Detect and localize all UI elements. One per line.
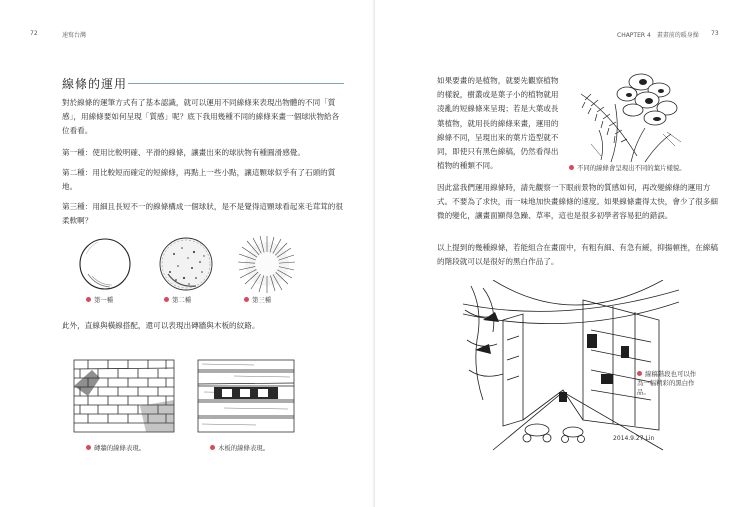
smooth-ball-sketch (76, 236, 136, 294)
street-caption: 線稿階段也可以作為一幅精彩的黑白作品。 (637, 370, 697, 396)
type3-paragraph: 第三種：用細且長短不一的線條構成一個球狀，是不是覺得這顆球看起來毛茸茸的很柔軟啊？ (62, 202, 343, 226)
bullet-dot-icon (244, 297, 249, 302)
intro-paragraph: 對於線條的運筆方式有了基本認識，就可以運用不同線條來表現出物體的不同「質感」，用線條要如何呈現「質感」呢？底下我用幾種不同的線條來畫一個球狀物給各位看看。 (62, 98, 340, 136)
type2-paragraph: 第二種：用比較短而確定的短線條，再點上一些小點，讓這顆球似乎有了石頭的質地。 (62, 168, 336, 192)
bullet-dot-icon (637, 371, 642, 376)
bullet-dot-icon (210, 445, 215, 450)
page-number-right: 73 (711, 30, 719, 37)
plant-paragraph: 如果要畫的是植物，就要先觀察植物的樣貌，樹叢或是葉子小的植物就用凌亂的短線條來呈現；若是大葉或長葉植物，就用長的線條來畫，運用的線條不同，呈現出來的葉片造型就不同，即使只有黑色線稿，仍然看得出植物的種類不同。 (437, 76, 559, 171)
title-underline (128, 83, 344, 84)
plant-sketch (571, 64, 687, 166)
ball-label-1: 第一種 (86, 296, 113, 305)
right-page (375, 0, 750, 507)
ball-label-3: 第三種 (244, 296, 271, 305)
furry-ball-sketch (234, 232, 300, 296)
wood-caption: 木板的線條表現。 (210, 444, 269, 453)
ball-label-2: 第二種 (164, 296, 191, 305)
wall-paragraph: 此外，直線與橫線搭配，還可以表現出磚牆與木板的紋路。 (62, 321, 260, 330)
section-title: 線條的運用 (62, 77, 128, 91)
running-head-right: CHAPTER 4 畫畫前的暖身操 (617, 32, 699, 39)
wood-board-sketch (194, 356, 298, 436)
street-scene-sketch (463, 280, 679, 452)
bullet-dot-icon (86, 445, 91, 450)
plant-caption: 不同的線條會呈現出不同的葉片樣貌。 (569, 164, 689, 173)
bullet-dot-icon (86, 297, 91, 302)
stone-ball-sketch (156, 234, 216, 294)
bullet-dot-icon (164, 297, 169, 302)
brick-wall-sketch (70, 356, 180, 436)
sketch-signature: 2014.9.27 Lin (613, 435, 655, 442)
type1-paragraph: 第一種：使用比較明確、平滑的線條，讓畫出來的球狀物有種圓滑感覺。 (62, 148, 305, 157)
combination-paragraph: 以上提到的幾種線條，若能組合在畫面中，有粗有細、有急有緩，抑揚頓挫，在線稿的階段就可以是很好的黑白作品了。 (437, 243, 718, 267)
page-number-left: 72 (30, 30, 38, 37)
observation-paragraph: 因此當我們運用線條時，請先觀察一下眼前景物的質感如何，再改變線條的運用方式。不要為了求快，而一味地加快畫線條的速度。如果線條畫得太快，會少了很多細微的變化，讓畫面顯得急躁、草率，這也是很多初學者容易犯的錯誤。 (437, 183, 718, 221)
running-head-left: 速寫台灣 (62, 32, 87, 39)
brick-caption: 磚牆的線條表現。 (86, 444, 145, 453)
bullet-dot-icon (569, 165, 574, 170)
